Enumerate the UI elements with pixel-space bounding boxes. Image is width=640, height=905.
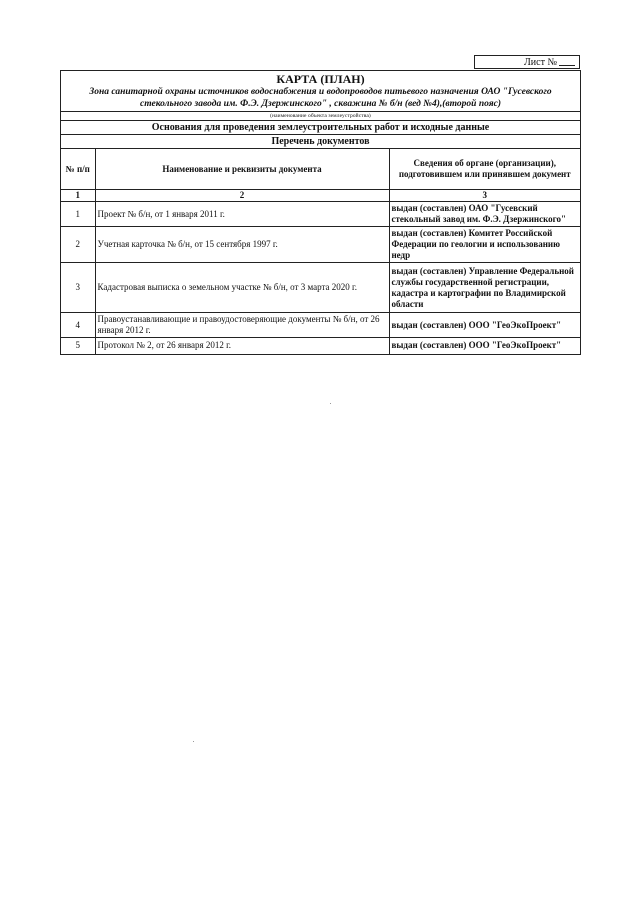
scan-speck (330, 403, 331, 404)
table-row (61, 338, 580, 354)
row-number: 1 (61, 202, 95, 227)
table-row (61, 313, 580, 338)
column-number: 2 (95, 190, 389, 202)
document-name: Проект № б/н, от 1 января 2011 г. (95, 202, 389, 227)
document-name: Протокол № 2, от 26 января 2012 г. (95, 338, 389, 354)
column-number: 1 (61, 190, 95, 202)
header-num: № п/п (61, 149, 95, 190)
list-title: Перечень документов (271, 136, 370, 147)
document-issuer: выдан (составлен) ОАО "Гусевский стекольный завод им. Ф.Э. Дзержинского" (389, 202, 580, 227)
table-row (61, 202, 580, 227)
document-issuer: выдан (составлен) ООО "ГеоЭкоПроект" (389, 338, 580, 354)
object-caption: (наименование объекта землеустройства) (270, 113, 371, 119)
document-issuer: выдан (составлен) Управление Федеральной службы государственной регистрации, кадастра и картографии по Владимирской области (389, 263, 580, 313)
document-name: Правоустанавливающие и правоудостоверяющие документы № б/н, от 26 января 2012 г. (95, 313, 389, 338)
column-number-row (61, 190, 580, 202)
sheet-number-box (474, 55, 580, 69)
scan-speck (193, 741, 194, 742)
document-name: Учетная карточка № б/н, от 15 сентября 1997 г. (95, 227, 389, 263)
sheet-number-blank (559, 65, 575, 66)
row-number: 3 (61, 263, 95, 313)
table-header-row (61, 149, 580, 190)
document-issuer: выдан (составлен) Комитет Российской Федерации по геологии и использованию недр (389, 227, 580, 263)
header-org: Сведения об органе (организации), подготовившем или принявшем документ (389, 149, 580, 190)
document-form (60, 70, 581, 355)
table-row (61, 263, 580, 313)
header-name: Наименование и реквизиты документа (95, 149, 389, 190)
row-number: 5 (61, 338, 95, 354)
column-number: 3 (389, 190, 580, 202)
row-number: 2 (61, 227, 95, 263)
document-issuer: выдан (составлен) ООО "ГеоЭкоПроект" (389, 313, 580, 338)
object-name: Зона санитарной охраны источников водоснабжения и водопроводов питьевого назначения ОАО "Гусевского стекольного завода им. Ф.Э. Дзержинского" , скважина № б/н (вед №4),(второй пояс) (89, 87, 552, 109)
sheet-label: Лист № (524, 57, 557, 68)
row-number: 4 (61, 313, 95, 338)
document-name: Кадастровая выписка о земельном участке № б/н, от 3 марта 2020 г. (95, 263, 389, 313)
page-title: КАРТА (ПЛАН) (276, 72, 365, 86)
section-title: Основания для проведения землеустроительных работ и исходные данные (151, 122, 490, 133)
table-row (61, 227, 580, 263)
documents-table (61, 149, 580, 354)
